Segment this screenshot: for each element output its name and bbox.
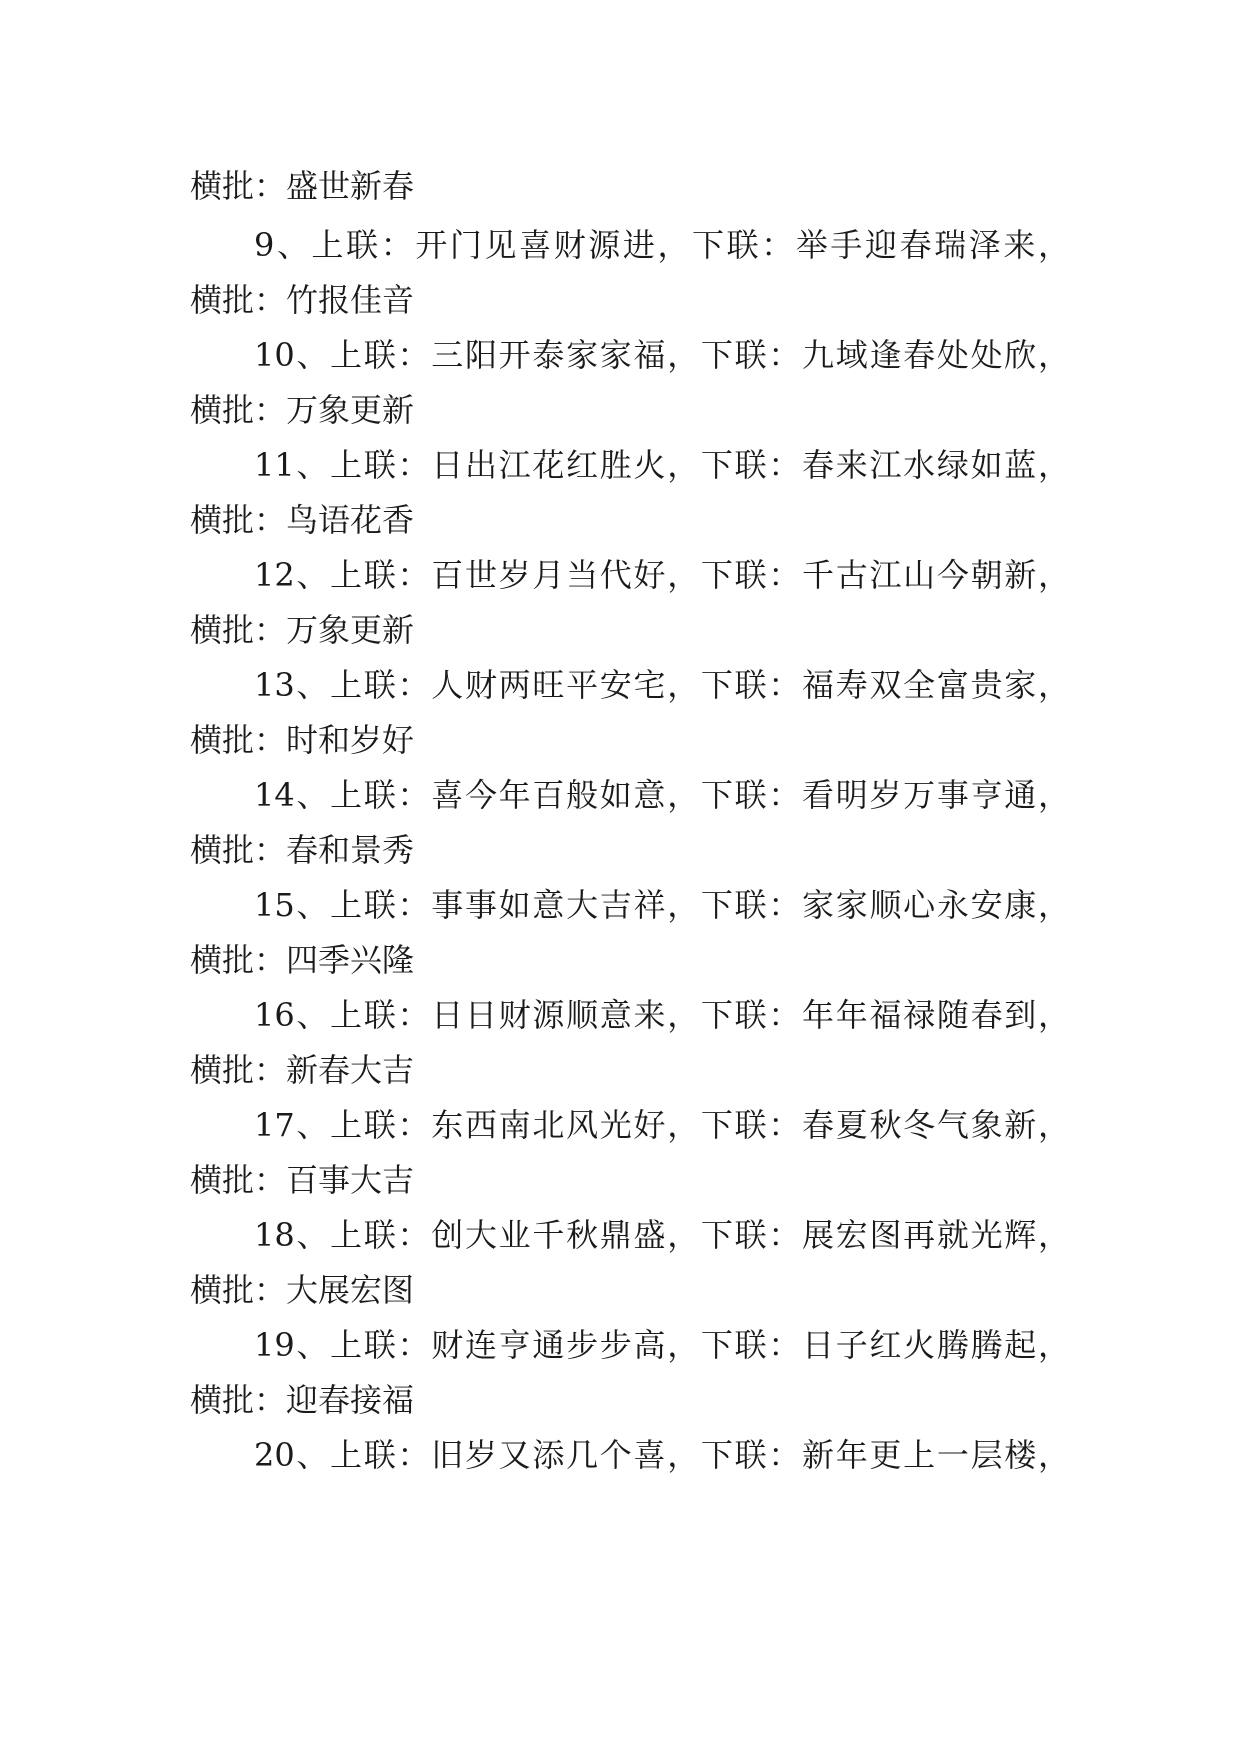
couplet-line: 16、上联：日日财源顺意来，下联：年年福禄随春到， (254, 996, 1070, 1034)
banner-line: 横批：四季兴隆 (190, 941, 415, 979)
couplet-line: 19、上联：财连亨通步步高，下联：日子红火腾腾起， (254, 1326, 1070, 1364)
banner-line: 横批：春和景秀 (190, 831, 415, 869)
couplet-line: 12、上联：百世岁月当代好，下联：千古江山今朝新， (254, 556, 1070, 594)
couplet-line: 15、上联：事事如意大吉祥，下联：家家顺心永安康， (254, 886, 1070, 924)
couplet-line: 17、上联：东西南北风光好，下联：春夏秋冬气象新， (254, 1106, 1070, 1144)
banner-line: 横批：新春大吉 (190, 1051, 415, 1089)
banner-line: 横批：万象更新 (190, 611, 415, 649)
banner-line: 横批：大展宏图 (190, 1271, 415, 1309)
couplet-line: 9、上联：开门见喜财源进，下联：举手迎春瑞泽来， (254, 226, 1070, 264)
banner-line: 横批：鸟语花香 (190, 501, 415, 539)
couplet-line: 11、上联：日出江花红胜火，下联：春来江水绿如蓝， (254, 446, 1070, 484)
couplet-line: 18、上联：创大业千秋鼎盛，下联：展宏图再就光辉， (254, 1216, 1070, 1254)
couplet-line: 10、上联：三阳开泰家家福，下联：九域逢春处处欣， (254, 336, 1070, 374)
banner-line: 横批：竹报佳音 (190, 281, 415, 319)
banner-line: 横批：百事大吉 (190, 1161, 415, 1199)
banner-line: 横批：时和岁好 (190, 721, 415, 759)
banner-line: 横批：迎春接福 (190, 1381, 415, 1419)
couplet-line: 14、上联：喜今年百般如意，下联：看明岁万事亨通， (254, 776, 1070, 814)
couplet-line: 13、上联：人财两旺平安宅，下联：福寿双全富贵家， (254, 666, 1070, 704)
couplet-line: 20、上联：旧岁又添几个喜，下联：新年更上一层楼， (254, 1436, 1070, 1474)
banner-line: 横批：盛世新春 (190, 167, 415, 205)
banner-line: 横批：万象更新 (190, 391, 415, 429)
